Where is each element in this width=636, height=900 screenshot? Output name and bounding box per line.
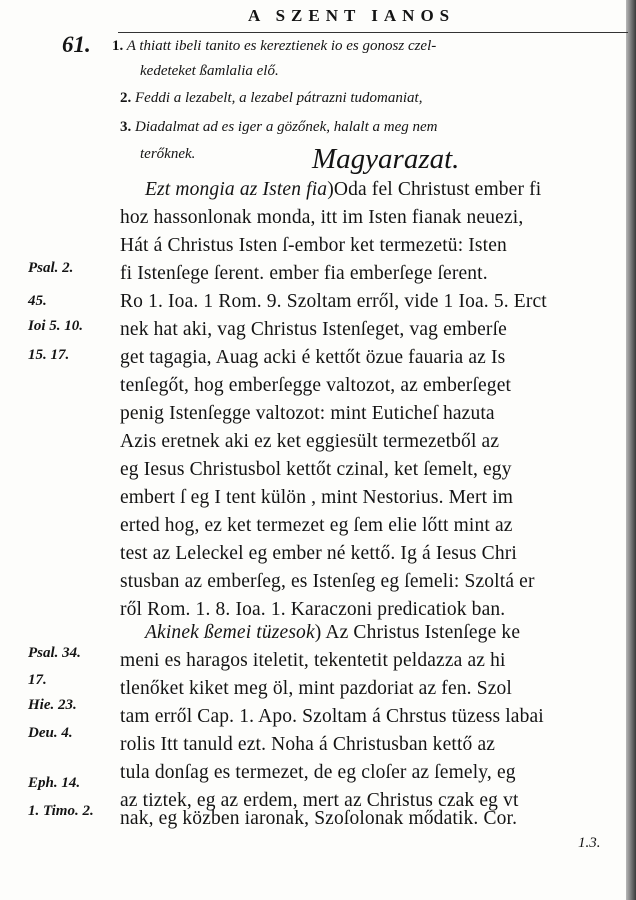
body-line: test az Leleckel eg ember né kettő. Ig á Iesus Chri xyxy=(120,543,517,564)
lemma: Akinek ßemei tüzesok xyxy=(145,622,315,643)
body-line: erted hog, ez ket termezet eg ſem elie lőtt mint az xyxy=(120,515,513,536)
body-line: hoz hassonlonak monda, itt im Isten fianak neuezi, xyxy=(120,207,524,228)
margin-reference: Psal. 34. xyxy=(28,645,81,661)
contents-item xyxy=(112,38,436,55)
contents-text: A thiatt ibeli tanito es kereztienek io es gonosz czel- xyxy=(126,38,437,54)
page-edge-shadow xyxy=(626,0,636,900)
header-rule xyxy=(118,32,628,33)
contents-text: Feddi a lezabelt, a lezabel pátrazni tudomaniat, xyxy=(135,90,423,106)
body-line: az tiztek, eg az erdem, mert az Christus czak eg vt xyxy=(120,790,519,811)
margin-reference: Psal. 2. xyxy=(28,260,74,276)
contents-item xyxy=(120,119,437,136)
body-line: nak, eg közben iaronak, Szoſolonak mődatik. Cor. xyxy=(120,808,518,829)
margin-reference: 15. 17. xyxy=(28,347,70,363)
body-line: Hát á Christus Isten ſ-embor ket termezetü: Isten xyxy=(120,235,507,256)
contents-num: 1. xyxy=(112,38,124,54)
body-line: meni es haragos iteletit, tekentetit peldazza az hi xyxy=(120,650,506,671)
margin-reference: Hie. 23. xyxy=(28,697,77,713)
body-line: tam erről Cap. 1. Apo. Szoltam á Chrstus tüzess labai xyxy=(120,706,544,727)
body-line: tlenőket kiket meg öl, mint pazdoriat az fen. Szol xyxy=(120,678,512,699)
body-line: ről Rom. 1. 8. Ioa. 1. Karaczoni predicatiok ban. xyxy=(120,599,506,620)
body-line: get tagagia, Auag acki é kettőt özue fauaria az Is xyxy=(120,347,506,368)
margin-reference: Deu. 4. xyxy=(28,725,73,741)
margin-reference: 1. Timo. 2. xyxy=(28,803,94,819)
body-line xyxy=(145,179,541,201)
body-line: tenſegőt, hog emberſegge valtozot, az emberſeget xyxy=(120,375,512,396)
body-line: fi Istenſege ſerent. ember fia emberſege ſerent. xyxy=(120,263,488,284)
contents-item xyxy=(120,90,422,107)
body-line: stusban az emberſeg, es Istenſeg eg ſemeli: Szoltá er xyxy=(120,571,535,592)
body-line: Ro 1. Ioa. 1 Rom. 9. Szoltam erről, vide 1 Ioa. 5. Erct xyxy=(120,291,547,312)
body-line-text: )Oda fel Christust ember fi xyxy=(327,179,542,200)
body-line: penig Istenſegge valtozot: mint Euticheſ hazuta xyxy=(120,403,495,424)
section-heading: Magyarazat. xyxy=(312,143,460,175)
margin-reference: 45. xyxy=(28,293,47,309)
contents-num: 3. xyxy=(120,119,132,135)
running-title: A SZENT IANOS xyxy=(248,6,456,25)
margin-reference: 17. xyxy=(28,672,47,688)
body-line: Azis eretnek aki ez ket eggiesült termezetből az xyxy=(120,431,500,452)
contents-item xyxy=(140,146,195,163)
contents-num: 2. xyxy=(120,90,132,106)
contents-text: Diadalmat ad es iger a gözőnek, halalt a meg nem xyxy=(135,119,438,135)
body-line-text: ) Az Christus Istenſege ke xyxy=(314,622,521,643)
contents-text: terőknek. xyxy=(140,146,196,162)
body-line: eg Iesus Christusbol kettőt czinal, ket ſemelt, egy xyxy=(120,459,512,480)
margin-reference: Eph. 14. xyxy=(28,775,81,791)
contents-text: kedeteket ßamlalia elő. xyxy=(140,63,279,79)
body-line: embert ſ eg I tent külön , mint Nestorius. Mert im xyxy=(120,487,514,508)
body-line: tula donſag es termezet, de eg cloſer az ſemely, eg xyxy=(120,762,516,783)
body-line xyxy=(145,622,520,644)
catchword: 1.3. xyxy=(578,835,601,851)
body-line: nek hat aki, vag Christus Istenſeget, vag emberſe xyxy=(120,319,507,340)
body-line: rolis Itt tanuld ezt. Noha á Christusban kettő az xyxy=(120,734,496,755)
contents-item xyxy=(140,63,279,80)
margin-reference: Ioi 5. 10. xyxy=(28,318,84,334)
lemma: Ezt mongia az Isten fia xyxy=(145,179,328,200)
page-number: 61. xyxy=(62,32,91,57)
